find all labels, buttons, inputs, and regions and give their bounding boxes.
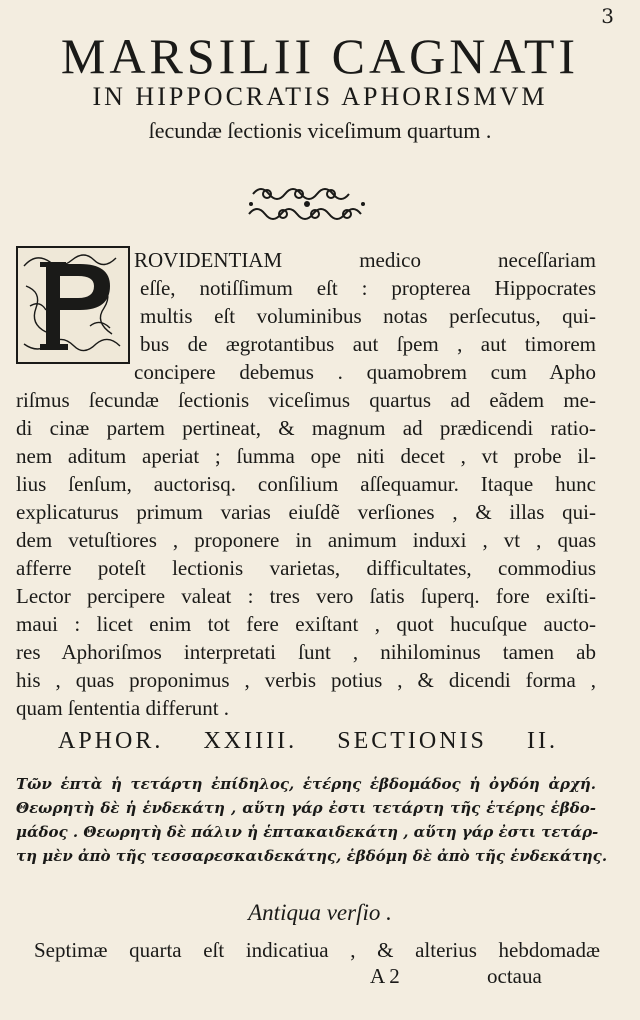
- body-line: Septimæ quarta eſt indicatiua , & alterius hebdomadæ: [34, 938, 600, 962]
- body-line: afferre poteſt lectionis varietas, difficultates, commodius: [16, 556, 596, 580]
- ornament-icon: [243, 182, 371, 228]
- body-line: di cinæ partem pertineat, & magnum ad prædicendi ratio-: [16, 416, 596, 440]
- body-line: Lector percipere valeat : tres vero ſatis ſuperq. fore exiſti-: [16, 584, 596, 608]
- greek-line: Τῶν ἑπτὰ ἡ τετάρτη ἐπίδηλος, ἑτέρης ἑβδομάδος ἡ ὀγδόη ἀρχή.: [16, 775, 596, 793]
- version-title: Antiqua verſio .: [248, 900, 392, 925]
- body-line: multis eſt voluminibus notas perſecutus, qui-: [140, 304, 596, 328]
- greek-line: τη μὲν ἀπὸ τῆς τεσσαρεσκαιδεκάτης, ἑβδόμη δὲ ἀπὸ τῆς ἑνδεκάτης.: [16, 847, 608, 865]
- body-line: nem aditum aperiat ; ſumma ope niti decet , vt probe il-: [16, 444, 596, 468]
- body-line: explicaturus primum varias eiuſdẽ verſiones , & illas qui-: [16, 500, 596, 524]
- catchword: octaua: [487, 964, 542, 988]
- signature-mark: A 2: [370, 964, 400, 988]
- section-heading: APHOR. XXIIII. SECTIONIS II.: [58, 728, 558, 754]
- body-line: bus de ægrotantibus aut ſpem , aut timorem: [140, 332, 596, 356]
- body-line: lius ſenſum, auctorisq. conſilium aſſequamur. Itaque hunc: [16, 472, 596, 496]
- body-line: res Aphoriſmos interpretati ſunt , nihilominus tamen ab: [16, 640, 596, 664]
- body-line: riſmus ſecundæ ſectionis viceſimus quartus ad eãdem me-: [16, 388, 596, 412]
- body-line: maui : licet enim tot fere exiſtant , quot hucuſque aucto-: [16, 612, 596, 636]
- body-line: ROVIDENTIAM medico neceſſariam: [134, 248, 596, 272]
- body-line: eſſe, notiſſimum eſt : propterea Hippocrates: [140, 276, 596, 300]
- page-subtitle-secondary: ſecundæ ſectionis viceſimum quartum .: [148, 118, 492, 143]
- greek-line: μάδος . Θεωρητὴ δὲ πάλιν ἡ ἑπτακαιδεκάτη , αὕτη γάρ ἐστι τετάρ-: [16, 823, 599, 841]
- body-line: his , quas proponimus , verbis potius , & dicendi forma ,: [16, 668, 596, 692]
- body-line: concipere debemus . quamobrem cum Apho: [134, 360, 596, 384]
- greek-line: Θεωρητὴ δὲ ἡ ἑνδεκάτη , αὕτη γάρ ἐστι τετάρτη τῆς ἑτέρης ἑβδο-: [16, 799, 596, 817]
- page-title: MARSILII CAGNATI: [60, 28, 580, 84]
- page-subtitle: IN HIPPOCRATIS APHORISMVM: [92, 82, 548, 111]
- body-line: dem vetuſtiores , proponere in animum induxi , vt , quas: [16, 528, 596, 552]
- body-line-last: quam ſententia differunt .: [16, 696, 230, 720]
- page-number: 3: [601, 4, 614, 28]
- decorated-initial-icon: [16, 246, 130, 364]
